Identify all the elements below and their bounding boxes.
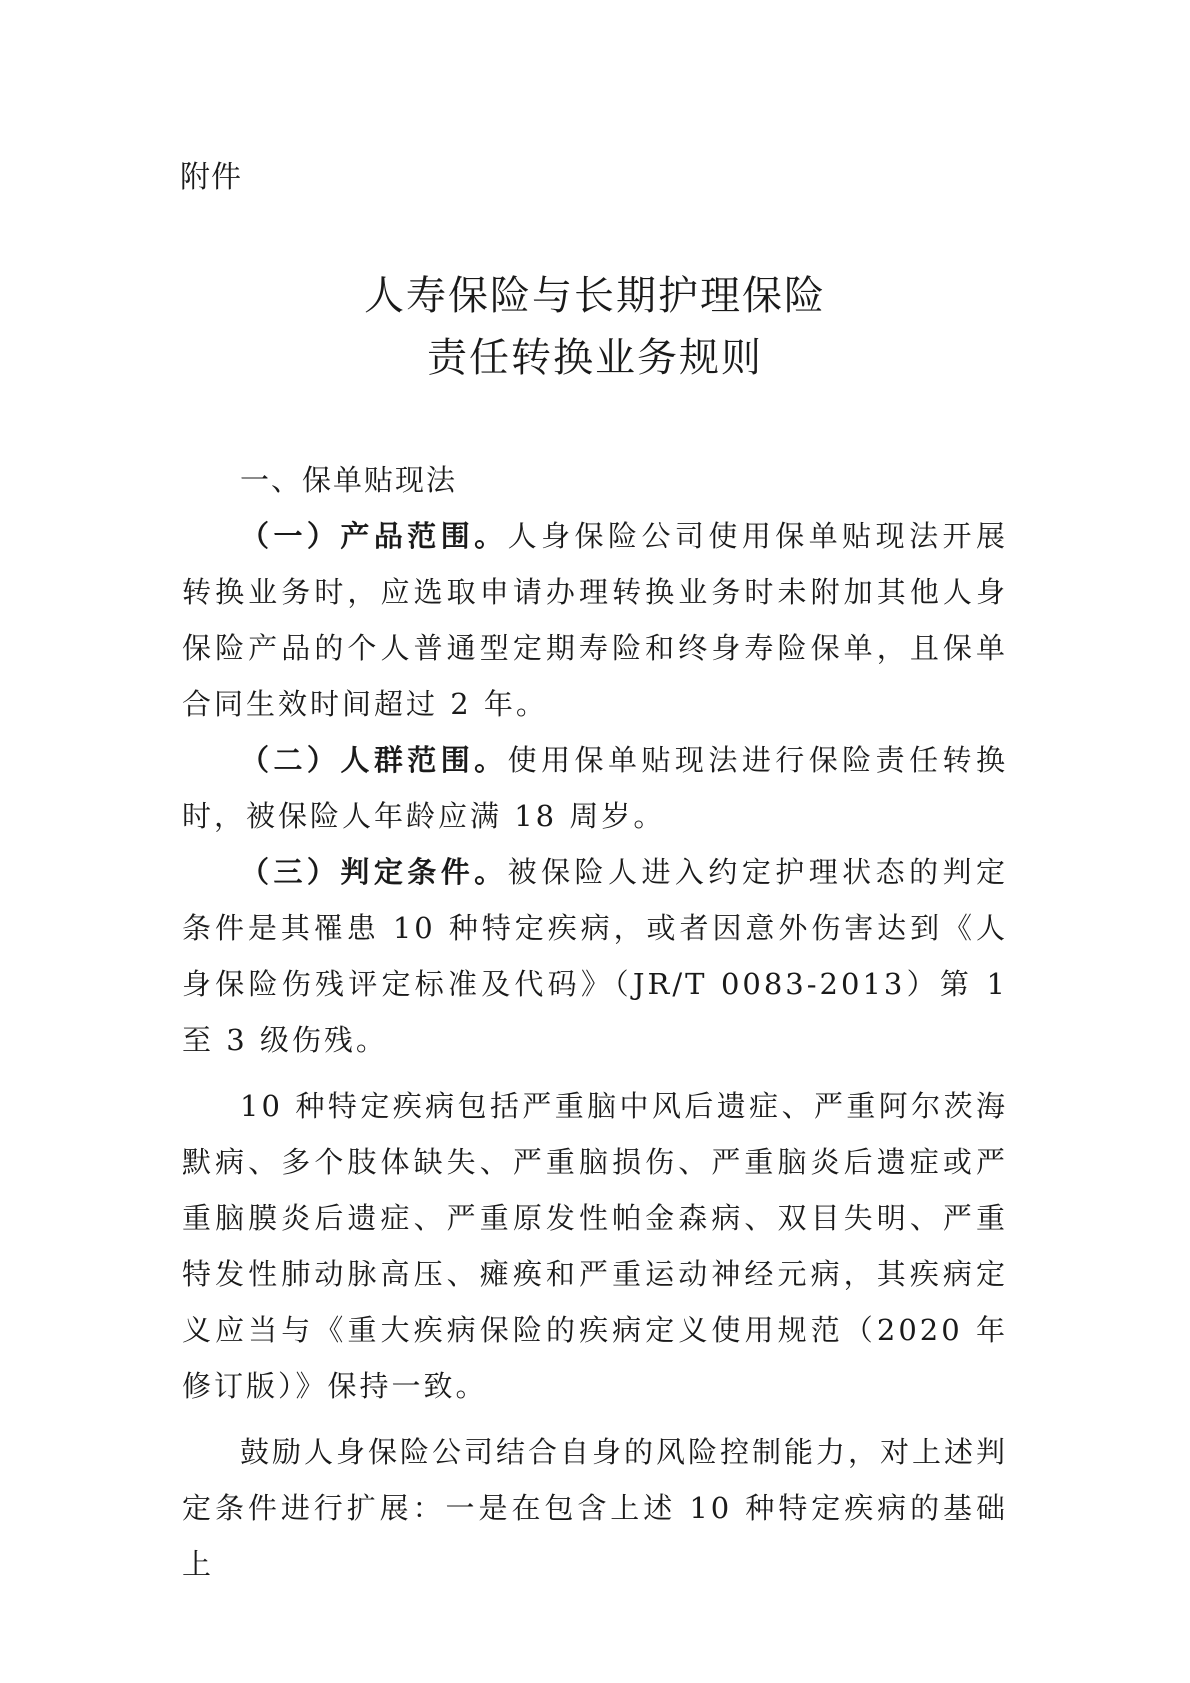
document-body <box>182 452 1008 1592</box>
paragraph-encouragement: 鼓励人身保险公司结合自身的风险控制能力，对上述判定条件进行扩展：一是在包含上述 10 种特定疾病的基础上 <box>182 1435 1009 1581</box>
paragraph-lead: （三）判定条件。 <box>240 855 508 889</box>
paragraph-diseases: 10 种特定疾病包括严重脑中风后遗症、严重阿尔茨海默病、多个肢体缺失、严重脑损伤、严重脑炎后遗症或严重脑膜炎后遗症、严重原发性帕金森病、双目失明、严重特发性肺动脉高压、瘫痪和严重运动神经元病，其疾病定义应当与《重大疾病保险的疾病定义使用规范（2020 年修订版）》保持一致。 <box>182 1089 1008 1403</box>
title-line-2: 责任转换业务规则 <box>427 335 763 381</box>
title-line-1: 人寿保险与长期护理保险 <box>364 273 826 319</box>
paragraph-population-scope <box>182 732 1008 844</box>
paragraph-lead: （二）人群范围。 <box>240 743 508 777</box>
document-title <box>0 268 1190 386</box>
section-heading: 一、保单贴现法 <box>240 463 458 497</box>
paragraph-text: 使用保单贴现法进行保险责任转换时，被保险人年龄应满 18 周岁。 <box>182 743 1008 833</box>
paragraph-product-scope <box>182 508 1008 732</box>
paragraph-lead: （一）产品范围。 <box>240 519 508 553</box>
attachment-label: 附件 <box>180 160 242 195</box>
paragraph-text: 人身保险公司使用保单贴现法开展转换业务时，应选取申请办理转换业务时未附加其他人身保险产品的个人普通型定期寿险和终身寿险保单，且保单合同生效时间超过 2 年。 <box>182 519 1008 721</box>
paragraph-text: 被保险人进入约定护理状态的判定条件是其罹患 10 种特定疾病，或者因意外伤害达到《人身保险伤残评定标准及代码》（JR/T 0083-2013）第 1 至 3 级伤残。 <box>182 855 1008 1057</box>
paragraph-criteria <box>182 844 1008 1068</box>
